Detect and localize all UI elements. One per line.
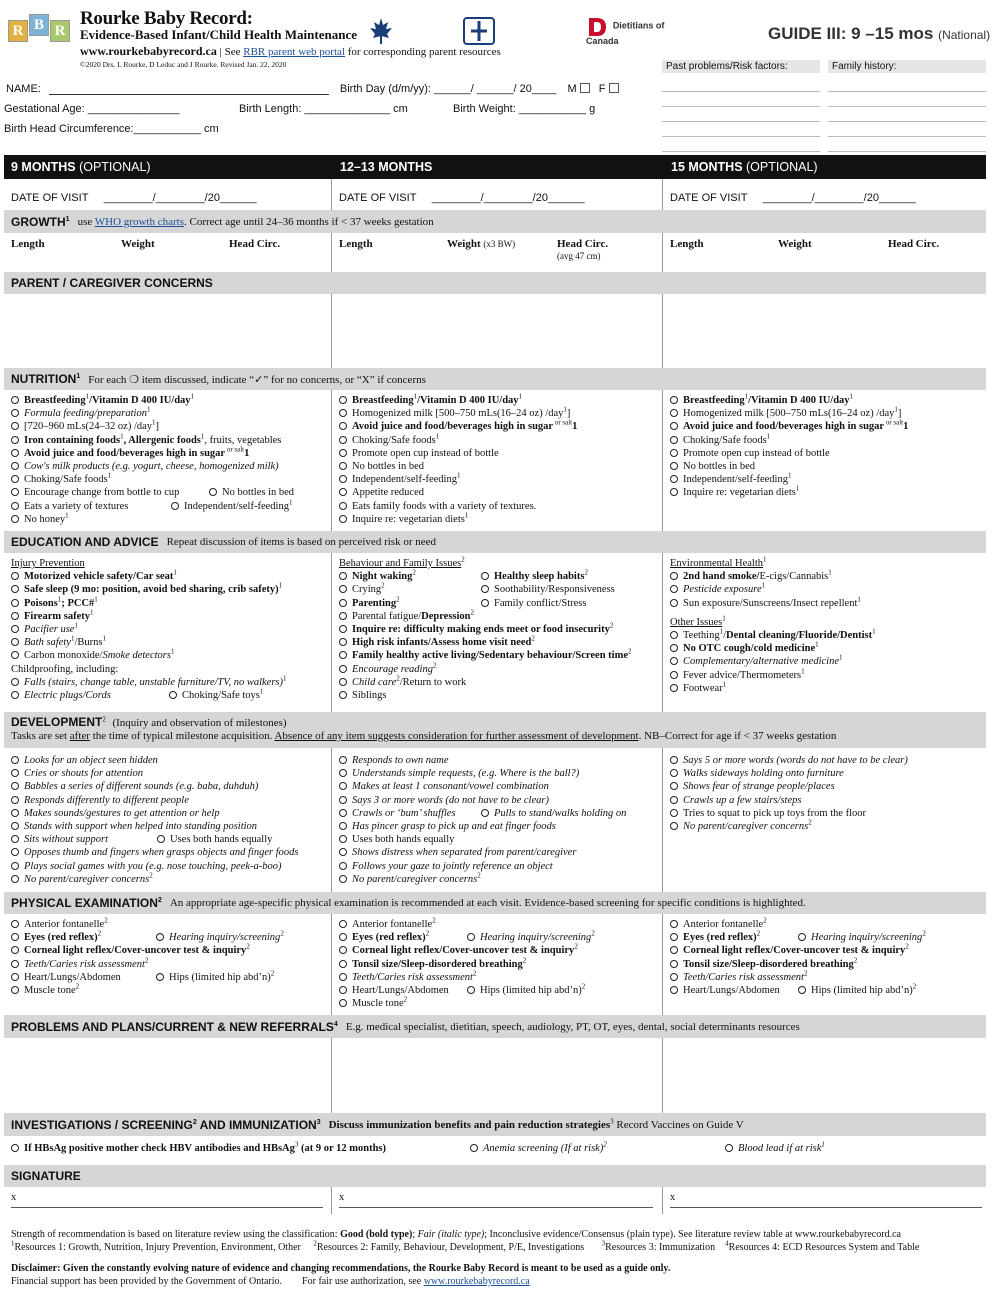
checkbox-circle-icon[interactable]	[339, 691, 347, 699]
checkbox-circle-icon[interactable]	[11, 462, 19, 470]
checkbox-circle-icon[interactable]	[670, 960, 678, 968]
checkbox-circle-icon[interactable]	[11, 920, 19, 928]
checklist-item[interactable]: Tonsil size/Sleep-disordered breathing$^2$	[670, 958, 986, 971]
checklist-item[interactable]: Anterior fontanelle$^2$	[11, 918, 329, 931]
checklist-item[interactable]: Appetite reduced	[339, 486, 659, 499]
hbv-check[interactable]: If HBsAg positive mother check HBV antibodies and HBsAg$^3$ (at 9 or 12 months)	[11, 1142, 386, 1155]
checkbox-circle-icon[interactable]	[339, 848, 347, 856]
checkbox-circle-icon[interactable]	[670, 796, 678, 804]
checkbox-circle-icon[interactable]	[11, 475, 19, 483]
url-line: www.rourkebabyrecord.ca | See RBR parent web portal for corresponding parent resources	[80, 44, 501, 58]
checkbox-circle-icon[interactable]	[209, 488, 217, 496]
nutrition-list-9	[11, 394, 329, 526]
checklist-item[interactable]: Teething$^1$/Dental cleaning/Fluoride/Dentist$^1$	[670, 629, 986, 642]
date-visit-15[interactable]: DATE OF VISIT ________/________/20______	[670, 192, 916, 204]
checkbox-circle-icon[interactable]	[670, 585, 678, 593]
checklist-item[interactable]: Anterior fontanelle$^2$	[670, 918, 986, 931]
checklist-item[interactable]: Teeth/Caries risk assessment$^2$	[11, 958, 329, 971]
development-12	[339, 754, 659, 886]
checkbox-circle-icon[interactable]	[339, 822, 347, 830]
checkbox-circle-icon[interactable]	[670, 933, 678, 941]
checklist-item[interactable]: Heart/Lungs/Abdomen Hips (limited hip abd’n)$^2$	[11, 971, 329, 984]
behaviour-heading: Behaviour and Family Issues	[339, 558, 462, 569]
checklist-item[interactable]: Eats a variety of textures	[11, 500, 329, 513]
education-9	[11, 557, 329, 702]
checkbox-circle-icon[interactable]	[339, 409, 347, 417]
checklist-item[interactable]: High risk infants/Assess home visit need$^2$	[339, 636, 659, 649]
anemia-screening[interactable]: Anemia screening (If at risk)$^2$	[470, 1142, 607, 1155]
birth-weight-field[interactable]: Birth Weight: ___________ g	[453, 103, 596, 115]
checkbox-circle-icon[interactable]	[339, 436, 347, 444]
checkbox-circle-icon[interactable]	[670, 462, 678, 470]
checkbox-circle-icon[interactable]	[11, 638, 19, 646]
checkbox-circle-icon[interactable]	[11, 973, 19, 981]
checkbox-circle-icon[interactable]	[11, 678, 19, 686]
checkbox-circle-icon[interactable]	[339, 973, 347, 981]
concerns-header: PARENT / CAREGIVER CONCERNS	[4, 272, 986, 294]
checklist-item[interactable]: Tries to squat to pick up toys from the floor	[670, 807, 986, 820]
checkbox-circle-icon[interactable]	[339, 502, 347, 510]
birth-length-field[interactable]: Birth Length: ______________ cm	[239, 103, 408, 115]
checkbox-circle-icon[interactable]	[339, 796, 347, 804]
checklist-item[interactable]: Follows your gaze to jointly reference an object	[339, 860, 659, 873]
problems-header: PROBLEMS AND PLANS/CURRENT & NEW REFERRALS$^4$ E.g. medical specialist, dietitian, speech, audiology, PT, OT, eyes, dental, social determinants resources	[4, 1015, 986, 1038]
col-12-13-months: 12–13 MONTHS	[333, 155, 661, 179]
col-15-months: 15 MONTHS (OPTIONAL)	[664, 155, 986, 179]
checklist-item[interactable]: Electric plugs/Cords Choking/Safe toys$^1$	[11, 689, 329, 702]
checkbox-circle-icon[interactable]	[670, 822, 678, 830]
checklist-item[interactable]: Responds to own name	[339, 754, 659, 767]
footer-link[interactable]: www.rourkebabyrecord.ca	[423, 1276, 530, 1287]
physical-header: PHYSICAL EXAMINATION$^2$ An appropriate age-specific physical examination is recommended at each visit. Evidence-based screening for specific conditions is highlighted.	[4, 892, 986, 914]
checklist-item[interactable]: Responds differently to different people	[11, 794, 329, 807]
growth-section-header: GROWTH$^1$ use WHO growth charts. Correct age until 24–36 months if < 37 weeks gestation	[4, 210, 986, 233]
copyright: ©2020 Drs. L Rourke, D Leduc and J Rourke. Revised Jan. 22, 2020	[80, 60, 287, 69]
checklist-item[interactable]: Plays social games with you (e.g. nose touching, peek-a-boo)	[11, 860, 329, 873]
checkbox-circle-icon[interactable]	[339, 396, 347, 404]
physical-9	[11, 918, 329, 997]
checkbox-circle-icon[interactable]	[670, 809, 678, 817]
problems-12[interactable]	[333, 1039, 661, 1111]
checklist-item[interactable]: Says 5 or more words (words do not have to be clear)	[670, 754, 986, 767]
checklist-item[interactable]: Parental fatigue/Depression$^2$	[339, 610, 659, 623]
checkbox-circle-icon[interactable]	[670, 756, 678, 764]
checklist-item[interactable]: Carbon monoxide/Smoke detectors$^1$	[11, 649, 329, 662]
checkbox-circle-icon[interactable]	[11, 769, 19, 777]
checkbox-circle-icon[interactable]	[670, 449, 678, 457]
doc-title: Rourke Baby Record:	[80, 8, 253, 29]
checklist-item[interactable]: Inquire re: difficulty making ends meet or food insecurity$^2$	[339, 623, 659, 636]
checklist-item[interactable]: Breastfeeding$^1$/Vitamin D 400 IU/day$^1$	[11, 394, 329, 407]
checklist-item[interactable]: Independent/self-feeding$^1$	[339, 473, 659, 486]
blood-lead[interactable]: Blood lead if at risk$^1$	[725, 1142, 825, 1155]
checkbox-circle-icon[interactable]	[670, 475, 678, 483]
checkbox-circle-icon[interactable]	[339, 449, 347, 457]
footer: Strength of recommendation is based on literature review using the classification: Good (bold type); Fair (italic type); Inconclusive evidence/Consensus (plain type). See literature review table at www.rourkebabyrecord.ca $^1$Resources 1: Growth, Nutrition, Injury Prevention, Environment, Other $^2$Resources 2: Family, Behaviour, Development, P/E, Investigations $^3$Resources 3: Immunization $^4$Resources 4: ECD Resources System and Table Disclaimer: Given the constantly evolving nature of evidence and changing recommendations, the Rourke Baby Record is meant to be used as a guide only. Financial support has been provided by the Government of Ontario. For fair use authorization, see www.rourkebabyrecord.ca	[11, 1229, 920, 1287]
checkbox-circle-icon[interactable]	[670, 973, 678, 981]
dietitians-logo: Dietitians of Canada	[586, 16, 686, 46]
checkbox-circle-icon[interactable]	[339, 651, 347, 659]
date-visit-12[interactable]: DATE OF VISIT ________/________/20______	[339, 192, 585, 204]
cfpc-crest-icon	[462, 16, 496, 46]
checkbox-circle-icon[interactable]	[11, 960, 19, 968]
checklist-item[interactable]: Corneal light reflex/Cover-uncover test & inquiry$^2$	[670, 944, 986, 957]
checklist-item[interactable]: Pacifier use$^1$	[11, 623, 329, 636]
checklist-item[interactable]: Pesticide exposure$^1$	[670, 583, 986, 596]
checklist-item[interactable]: Teeth/Caries risk assessment$^2$	[670, 971, 986, 984]
dietitians-d-icon	[586, 16, 608, 38]
checkbox-circle-icon[interactable]	[670, 986, 678, 994]
checkbox-circle-icon[interactable]	[339, 585, 347, 593]
checkbox-circle-icon[interactable]	[11, 599, 19, 607]
checkbox-circle-icon[interactable]	[339, 488, 347, 496]
checklist-item[interactable]: Muscle tone$^2$	[339, 997, 659, 1010]
checklist-item[interactable]: Has pincer grasp to pick up and eat finger foods	[339, 820, 659, 833]
checkbox-circle-icon[interactable]	[339, 999, 347, 1007]
checklist-item[interactable]: No honey$^1$	[11, 513, 329, 526]
checklist-item[interactable]: Safe sleep (9 mo: position, avoid bed sharing, crib safety)$^1$	[11, 583, 329, 596]
patient-info	[6, 83, 656, 95]
checkbox-circle-icon[interactable]	[11, 502, 19, 510]
checkbox-circle-icon[interactable]	[11, 572, 19, 580]
checklist-item[interactable]: Opposes thumb and fingers when grasps objects and finger foods	[11, 846, 329, 859]
checkbox-circle-icon[interactable]	[339, 638, 347, 646]
checklist-item[interactable]: Siblings	[339, 689, 659, 702]
problems-15[interactable]	[664, 1039, 986, 1111]
checkbox-circle-icon[interactable]	[339, 572, 347, 580]
past-problems-box[interactable]: Past problems/Risk factors:	[662, 60, 820, 152]
checkbox-circle-icon[interactable]	[11, 796, 19, 804]
checklist-item[interactable]: Corneal light reflex/Cover-uncover test & inquiry$^2$	[11, 944, 329, 957]
checklist-item[interactable]: Inquire re: vegetarian diets$^1$	[339, 513, 659, 526]
checkbox-circle-icon[interactable]	[339, 862, 347, 870]
birth-head-field[interactable]: Birth Head Circumference:___________ cm	[4, 123, 219, 135]
growth-fields-9[interactable]: Length Weight Head Circ.	[11, 238, 281, 250]
site-url[interactable]: www.rourkebabyrecord.ca	[80, 44, 217, 58]
checklist-item[interactable]: No bottles in bed	[670, 460, 986, 473]
checklist-item[interactable]: No parent/caregiver concerns$^2$	[670, 820, 986, 833]
checklist-item[interactable]: Heart/Lungs/Abdomen Hips (limited hip abd’n)$^2$	[670, 984, 986, 997]
date-visit-9[interactable]: DATE OF VISIT ________/________/20______	[11, 192, 257, 204]
name-label: NAME:	[6, 83, 41, 95]
checkbox-circle-icon[interactable]	[157, 835, 165, 843]
cps-logo	[368, 16, 448, 46]
gest-age-field[interactable]: Gestational Age: _______________	[4, 103, 180, 115]
checkbox-circle-icon[interactable]	[11, 515, 19, 523]
checkbox-circle-icon[interactable]	[11, 862, 19, 870]
other-issues-heading: Other Issues	[670, 616, 723, 628]
checkbox-circle-icon[interactable]	[156, 973, 164, 981]
checkbox-circle-icon[interactable]	[670, 396, 678, 404]
checkbox-circle-icon[interactable]	[11, 625, 19, 633]
checkbox-circle-icon[interactable]	[339, 986, 347, 994]
checklist-item[interactable]: 2nd hand smoke/E-cigs/Cannabis$^1$	[670, 570, 986, 583]
checkbox-circle-icon[interactable]	[156, 933, 164, 941]
checkbox-circle-icon[interactable]	[11, 436, 19, 444]
checkbox-circle-icon[interactable]	[11, 986, 19, 994]
checklist-item[interactable]: Babbles a series of different sounds (e.g. baba, duhduh)	[11, 780, 329, 793]
checkbox-circle-icon[interactable]	[339, 769, 347, 777]
checkbox-circle-icon[interactable]	[11, 933, 19, 941]
nutrition-list-12	[339, 394, 659, 526]
checklist-item[interactable]: Tonsil size/Sleep-disordered breathing$^2$	[339, 958, 659, 971]
checkbox-circle-icon[interactable]	[11, 488, 19, 496]
problems-9[interactable]	[4, 1039, 330, 1111]
checklist-item[interactable]: Eyes (red reflex)$^2$ Hearing inquiry/screening$^2$	[11, 931, 329, 944]
checklist-item[interactable]: Shows fear of strange people/places	[670, 780, 986, 793]
signature-12[interactable]: x	[339, 1192, 653, 1208]
checkbox-circle-icon[interactable]	[339, 462, 347, 470]
checkbox-circle-icon[interactable]	[11, 612, 19, 620]
concerns-15[interactable]	[664, 295, 986, 365]
checklist-item[interactable]: Encourage reading$^2$	[339, 663, 659, 676]
checklist-item[interactable]: Looks for an object seen hidden	[11, 754, 329, 767]
checklist-item[interactable]: Child care$^2$/Return to work	[339, 676, 659, 689]
checkbox-circle-icon[interactable]	[481, 809, 489, 817]
checklist-item[interactable]: Fever advice/Thermometers$^1$	[670, 669, 986, 682]
checkbox-circle-icon[interactable]	[670, 572, 678, 580]
checkbox-circle-icon[interactable]	[11, 409, 19, 417]
checkbox-circle-icon[interactable]	[670, 671, 678, 679]
family-history-box[interactable]: Family history:	[828, 60, 986, 152]
checkbox-circle-icon[interactable]	[339, 625, 347, 633]
checklist-item[interactable]: Eyes (red reflex)$^2$ Hearing inquiry/screening$^2$	[339, 931, 659, 944]
name-field[interactable]	[49, 85, 329, 95]
education-12: Behaviour and Family Issues$^2$ Night waking$^2$ Healthy sleep habits$^2$ Crying$^2$ Soothability/Responsiveness Parenting$^2$ Family conflict/Stress Parental fatigue/Depression$^2$ Inquire re: difficulty making ends meet or food insecurity$^2$ High risk infants/Assess home visit need$^2$ Family healthy active living/Sedentary behaviour/Screen time$^2$ Encourage reading$^2$ Child care$^2$/Return to work Siblings	[339, 557, 659, 702]
checkbox-circle-icon[interactable]	[11, 848, 19, 856]
checklist-item[interactable]: Family healthy active living/Sedentary behaviour/Screen time$^2$	[339, 649, 659, 662]
physical-12	[339, 918, 659, 1010]
checklist-item[interactable]: Avoid juice and food/beverages high in sugar $^{or salt}$1	[11, 447, 329, 460]
checklist-item[interactable]: Parenting$^2$ Family conflict/Stress	[339, 597, 659, 610]
checklist-item[interactable]: Breastfeeding$^1$/Vitamin D 400 IU/day$^1$	[339, 394, 659, 407]
checklist-item[interactable]: Motorized vehicle safety/Car seat$^1$	[11, 570, 329, 583]
checkbox-circle-icon[interactable]	[339, 946, 347, 954]
checklist-item[interactable]: Stands with support when helped into standing position	[11, 820, 329, 833]
sex-f-checkbox[interactable]	[609, 83, 619, 93]
cfpc-logo	[462, 16, 572, 46]
checkbox-circle-icon[interactable]	[670, 644, 678, 652]
checkbox-circle-icon[interactable]	[339, 515, 347, 523]
checkbox-circle-icon[interactable]	[798, 933, 806, 941]
checklist-item[interactable]: No bottles in bed	[339, 460, 659, 473]
checklist-item[interactable]: Walks sideways holding onto furniture	[670, 767, 986, 780]
checkbox-circle-icon[interactable]	[11, 822, 19, 830]
checklist-item[interactable]: Formula feeding/preparation$^1$	[11, 407, 329, 420]
sex-m-checkbox[interactable]	[580, 83, 590, 93]
checklist-item[interactable]: Avoid juice and food/beverages high in sugar $^{or salt}$1	[670, 420, 986, 433]
education-15: Environmental Health$^1$ 2nd hand smoke/E-cigs/Cannabis$^1$ Pesticide exposure$^1$ Sun exposure/Sunscreens/Insect repellent$^1$ Other Issues$^1$ Teething$^1$/Dental cleaning/Fluoride/Dentist$^1$ No OTC cough/cold medicine$^1$ Complementary/alternative medicine$^1$ Fever advice/Thermometers$^1$ Footwear$^1$	[670, 557, 986, 695]
checkbox-circle-icon[interactable]	[11, 651, 19, 659]
nutrition-header: NUTRITION$^1$ For each ❍ item discussed, indicate “✓” for no concerns, or “X” if concerns	[4, 368, 986, 390]
checkbox-circle-icon[interactable]	[670, 409, 678, 417]
checkbox-circle-icon[interactable]	[11, 835, 19, 843]
checklist-item[interactable]: Choking/Safe foods$^1$	[11, 473, 329, 486]
checklist-item[interactable]: Makes at least 1 consonant/vowel combination	[339, 780, 659, 793]
checklist-item[interactable]: Crawls up a few stairs/steps	[670, 794, 986, 807]
checkbox-circle-icon[interactable]	[171, 502, 179, 510]
checkbox-circle-icon[interactable]	[481, 599, 489, 607]
checkbox-circle-icon[interactable]	[670, 769, 678, 777]
checkbox-circle-icon[interactable]	[11, 809, 19, 817]
injury-prevention-heading: Injury Prevention	[11, 558, 85, 569]
org-logos	[368, 14, 686, 48]
checkbox-circle-icon[interactable]	[670, 422, 678, 430]
checklist-item[interactable]: Independent/self-feeding$^1$	[670, 473, 986, 486]
checklist-item[interactable]: Eyes (red reflex)$^2$ Hearing inquiry/screening$^2$	[670, 931, 986, 944]
who-charts-link[interactable]: WHO growth charts	[94, 215, 184, 228]
checkbox-circle-icon[interactable]	[339, 960, 347, 968]
checkbox-circle-icon[interactable]	[339, 835, 347, 843]
checkbox-circle-icon[interactable]	[670, 782, 678, 790]
checkbox-circle-icon[interactable]	[339, 665, 347, 673]
checkbox-circle-icon[interactable]	[798, 986, 806, 994]
signature-header: SIGNATURE	[4, 1165, 986, 1187]
checkbox-circle-icon[interactable]	[339, 782, 347, 790]
checklist-item[interactable]: Poisons$^1$; PCC#$^1$	[11, 597, 329, 610]
childproofing-heading: Childproofing, including:	[11, 663, 119, 675]
checklist-item[interactable]: Muscle tone$^2$	[11, 984, 329, 997]
birthday-field[interactable]: Birth Day (d/m/yy): ______/ ______/ 20____	[339, 83, 557, 95]
education-header: EDUCATION AND ADVICE Repeat discussion of items is based on perceived risk or need	[4, 531, 986, 553]
checkbox-circle-icon[interactable]	[339, 756, 347, 764]
development-15	[670, 754, 986, 833]
checklist-item[interactable]: Complementary/alternative medicine$^1$	[670, 655, 986, 668]
checkbox-circle-icon[interactable]	[670, 920, 678, 928]
checklist-item[interactable]: Says 3 or more words (do not have to be clear)	[339, 794, 659, 807]
checklist-item[interactable]: Firearm safety$^1$	[11, 610, 329, 623]
checkbox-circle-icon[interactable]	[467, 933, 475, 941]
concerns-9[interactable]	[4, 295, 330, 365]
development-header: DEVELOPMENT$^2$ (Inquiry and observation of milestones) Tasks are set after the time of typical milestone acquisition. Absence of any item suggests consideration for further assessment of development. NB–Correct for age if < 37 weeks gestation	[4, 712, 986, 748]
checklist-item[interactable]: Iron containing foods$^1$, Allergenic foods$^1$, fruits, vegetables	[11, 434, 329, 447]
checkbox-circle-icon[interactable]	[11, 782, 19, 790]
checkbox-circle-icon[interactable]	[670, 599, 678, 607]
checkbox-circle-icon[interactable]	[670, 684, 678, 692]
checklist-item[interactable]: Crawls or ‘bum’ shuffles Pulls to stand/walks holding on	[339, 807, 659, 820]
checklist-item[interactable]: Makes sounds/gestures to get attention or help	[11, 807, 329, 820]
checklist-item[interactable]: Promote open cup instead of bottle	[670, 447, 986, 460]
checkbox-circle-icon[interactable]	[339, 809, 347, 817]
checklist-item[interactable]: Inquire re: vegetarian diets$^1$	[670, 486, 986, 499]
checkbox-circle-icon[interactable]	[339, 678, 347, 686]
signature-9[interactable]: x	[11, 1192, 323, 1208]
checkbox-circle-icon[interactable]	[670, 488, 678, 496]
checkbox-circle-icon[interactable]	[670, 946, 678, 954]
checklist-item[interactable]: Anterior fontanelle$^2$	[339, 918, 659, 931]
checkbox-circle-icon[interactable]	[339, 920, 347, 928]
checkbox-circle-icon[interactable]	[339, 599, 347, 607]
checkbox-circle-icon[interactable]	[339, 933, 347, 941]
physical-15	[670, 918, 986, 997]
checklist-item[interactable]: Choking/Safe foods$^1$	[339, 434, 659, 447]
doc-subtitle: Evidence-Based Infant/Child Health Maintenance	[80, 27, 357, 42]
checklist-item[interactable]: No parent/caregiver concerns$^2$	[339, 873, 659, 886]
nutrition-list-15	[670, 394, 986, 500]
checklist-item[interactable]: Cries or shouts for attention	[11, 767, 329, 780]
checklist-item[interactable]: No bottles in bed	[209, 486, 294, 499]
checklist-item[interactable]: Bath safety$^1$/Burns$^1$	[11, 636, 329, 649]
portal-link[interactable]: RBR parent web portal	[243, 46, 345, 58]
col-9-months: 9 MONTHS (OPTIONAL)	[4, 155, 330, 179]
guide-label: GUIDE III: 9 –15 mos (National)	[768, 24, 991, 43]
checklist-item[interactable]: Choking/Safe foods$^1$	[670, 434, 986, 447]
signature-15[interactable]: x	[670, 1192, 982, 1208]
rbr-logo: R B R	[8, 12, 76, 46]
checklist-item[interactable]: Understands simple requests, (e.g. Where is the ball?)	[339, 767, 659, 780]
checklist-item[interactable]: Homogenized milk [500–750 mLs(16–24 oz) /day$^1$]	[339, 407, 659, 420]
checkbox-circle-icon[interactable]	[670, 657, 678, 665]
checklist-item[interactable]: Encourage change from bottle to cup	[11, 486, 329, 499]
checkbox-circle-icon[interactable]	[339, 475, 347, 483]
checklist-item[interactable]: Corneal light reflex/Cover-uncover test & inquiry$^2$	[339, 944, 659, 957]
sex-m-label: M	[567, 83, 577, 95]
checkbox-circle-icon[interactable]	[11, 946, 19, 954]
checklist-item[interactable]: Shows distress when separated from parent/caregiver	[339, 846, 659, 859]
checkbox-circle-icon[interactable]	[467, 986, 475, 994]
checklist-item[interactable]: Heart/Lungs/Abdomen Hips (limited hip abd’n)$^2$	[339, 984, 659, 997]
env-health-heading: Environmental Health	[670, 558, 764, 569]
checklist-item[interactable]: Night waking$^2$ Healthy sleep habits$^2$	[339, 570, 659, 583]
checkbox-circle-icon[interactable]	[481, 572, 489, 580]
checklist-item[interactable]: Uses both hands equally	[339, 833, 659, 846]
checklist-item[interactable]: Falls (stairs, change table, unstable furniture/TV, no walkers)$^1$	[11, 676, 329, 689]
checkbox-circle-icon[interactable]	[11, 585, 19, 593]
checkbox-circle-icon[interactable]	[169, 691, 177, 699]
investigations-header: INVESTIGATIONS / SCREENING$^2$ AND IMMUNIZATION$^3$ Discuss immunization benefits and pain reduction strategies$^3$ Record Vaccines on Guide V	[4, 1113, 986, 1136]
growth-fields-15[interactable]: Length Weight Head Circ.	[670, 238, 940, 250]
checkbox-circle-icon[interactable]	[670, 631, 678, 639]
maple-leaf-icon	[368, 16, 394, 46]
checkbox-circle-icon[interactable]	[670, 436, 678, 444]
checkbox-circle-icon[interactable]	[339, 875, 347, 883]
checklist-item[interactable]: Homogenized milk [500–750 mLs(16–24 oz) /day$^1$]	[670, 407, 986, 420]
checkbox-circle-icon[interactable]	[11, 422, 19, 430]
checkbox-circle-icon[interactable]	[339, 422, 347, 430]
checklist-item[interactable]: Cow's milk products (e.g. yogurt, cheese, homogenized milk)	[11, 460, 329, 473]
checkbox-circle-icon[interactable]	[11, 396, 19, 404]
checkbox-circle-icon[interactable]	[11, 691, 19, 699]
checklist-item[interactable]: Avoid juice and food/beverages high in sugar $^{or salt}$1	[339, 420, 659, 433]
checklist-item[interactable]: Teeth/Caries risk assessment$^2$	[339, 971, 659, 984]
checklist-item[interactable]: Sun exposure/Sunscreens/Insect repellent$^1$	[670, 597, 986, 610]
checklist-item[interactable]: Sits without support Uses both hands equally	[11, 833, 329, 846]
checkbox-circle-icon[interactable]	[481, 585, 489, 593]
checkbox-circle-icon[interactable]	[339, 612, 347, 620]
checklist-item[interactable]: Breastfeeding$^1$/Vitamin D 400 IU/day$^1$	[670, 394, 986, 407]
development-9	[11, 754, 329, 886]
checklist-item[interactable]: Independent/self-feeding$^1$	[171, 500, 292, 513]
checklist-item[interactable]: No parent/caregiver concerns$^2$	[11, 873, 329, 886]
checklist-item[interactable]: Promote open cup instead of bottle	[339, 447, 659, 460]
checklist-item[interactable]: Footwear$^1$	[670, 682, 986, 695]
checklist-item[interactable]: Eats family foods with a variety of textures.	[339, 500, 659, 513]
checkbox-circle-icon[interactable]	[11, 875, 19, 883]
checklist-item[interactable]: No OTC cough/cold medicine$^1$	[670, 642, 986, 655]
sex-f-label: F	[598, 83, 606, 95]
checkbox-circle-icon[interactable]	[11, 756, 19, 764]
checkbox-circle-icon[interactable]	[11, 449, 19, 457]
checklist-item[interactable]: Crying$^2$ Soothability/Responsiveness	[339, 583, 659, 596]
checklist-item[interactable]: [720–960 mLs(24–32 oz) /day$^1$]	[11, 420, 329, 433]
concerns-12[interactable]	[333, 295, 661, 365]
growth-fields-12[interactable]: Length Weight (x3 BW) Head Circ. (avg 47 cm)	[339, 238, 609, 261]
